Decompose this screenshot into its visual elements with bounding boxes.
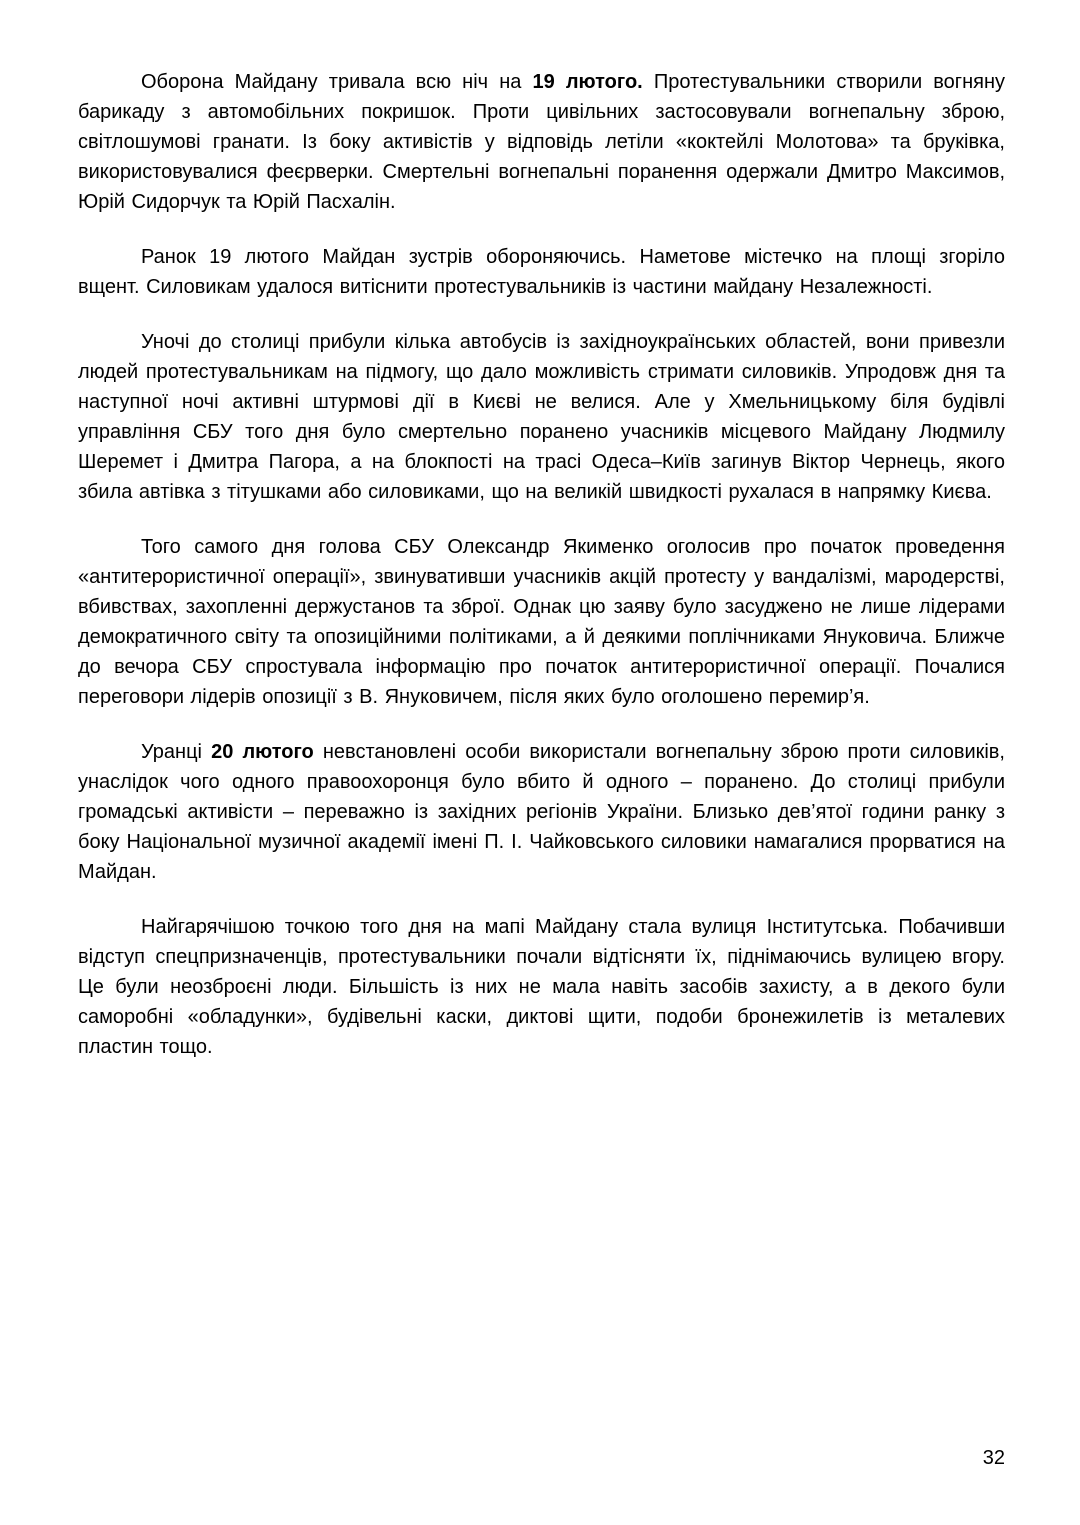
paragraph-1 bbox=[78, 67, 1005, 217]
text-run: Того самого дня голова СБУ Олександр Якименко оголосив про початок проведення «антитерористичної операції», звинувативши учасників акцій протесту у вандалізмі, мародерстві, вбивствах, захопленні держустанов та зброї. Однак цю заяву було засуджено не лише лідерами демократичного світу та опозиційними політиками, а й деякими поплічниками Януковича. Ближче до вечора СБУ спростувала інформацію про початок антитерористичної операції. Почалися переговори лідерів опозиції з В. Януковичем, після яких було оголошено перемир’я. bbox=[78, 536, 1005, 708]
document-body bbox=[78, 67, 1005, 1087]
paragraph-2 bbox=[78, 242, 1005, 302]
paragraph-6 bbox=[78, 912, 1005, 1062]
text-run: Ранок 19 лютого Майдан зустрів обороняючись. Наметове містечко на площі згоріло вщент. Силовикам удалося витіснити протестувальників із частини майдану Незалежності. bbox=[78, 246, 1005, 298]
text-run: Найгарячішою точкою того дня на мапі Майдану стала вулиця Інститутська. Побачивши відступ спецпризначенців, протестувальники почали відтісняти їх, піднімаючись вулицею вгору. Це були неозброєні люди. Більшість із них не мала навіть засобів захисту, а в декого були саморобні «обладунки», будівельні каски, диктові щити, подоби бронежилетів із металевих пластин тощо. bbox=[78, 916, 1005, 1058]
text-run: невстановлені особи використали вогнепальну зброю проти силовиків, унаслідок чого одного правоохоронця було вбито й одного – поранено. До столиці прибули громадські активісти – переважно із західних регіонів України. Близько дев’ятої години ранку з боку Національної музичної академії імені П. І. Чайковського силовики намагалися прорватися на Майдан. bbox=[78, 741, 1005, 883]
text-run: Уночі до столиці прибули кілька автобусів із західноукраїнських областей, вони привезли людей протестувальникам на підмогу, що дало можливість стримати силовиків. Упродовж дня та наступної ночі активні штурмові дії в Києві не велися. Але у Хмельницькому біля будівлі управління СБУ того дня було смертельно поранено учасників місцевого Майдану Людмилу Шеремет і Дмитра Пагора, а на блокпості на трасі Одеса–Київ загинув Віктор Чернець, якого збила автівка з тітушками або силовиками, що на великій швидкості рухалася в напрямку Києва. bbox=[78, 331, 1005, 503]
paragraph-5 bbox=[78, 737, 1005, 887]
text-run: Протестувальники створили вогняну барикаду з автомобільних покришок. Проти цивільних застосовували вогнепальну зброю, світлошумові гранати. Із боку активістів у відповідь летіли «коктейлі Молотова» та бруківка, використовувалися феєрверки. Смертельні вогнепальні поранення одержали Дмитро Максимов, Юрій Сидорчук та Юрій Пасхалін. bbox=[78, 71, 1005, 213]
text-run: Уранці bbox=[141, 741, 212, 763]
paragraph-4 bbox=[78, 532, 1005, 712]
paragraph-3 bbox=[78, 327, 1005, 507]
bold-date-19-february: 19 лютого. bbox=[532, 71, 643, 93]
bold-date-20-february: 20 лютого bbox=[211, 741, 314, 763]
page-number: 32 bbox=[982, 1447, 1005, 1469]
text-run: Оборона Майдану тривала всю ніч на bbox=[141, 71, 533, 93]
